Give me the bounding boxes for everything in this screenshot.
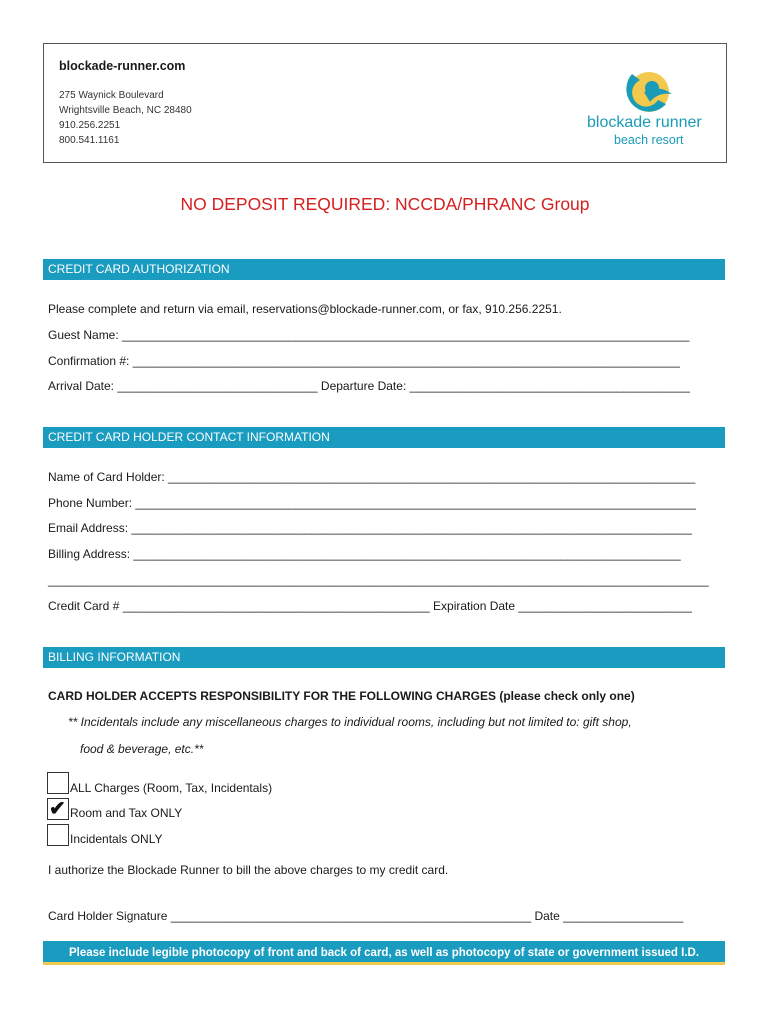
billing-address-field[interactable]: Billing Address: __________________________________________________________________________________ (48, 547, 681, 561)
billing-address-line-2[interactable]: ___________________________________________________________________________________________________ (48, 573, 709, 587)
signature-date-fields[interactable]: Card Holder Signature ______________________________________________________ Date __________________ (48, 909, 684, 923)
footer-notice: Please include legible photocopy of front and back of card, as well as photocopy of state or government issued I.D. (43, 941, 725, 965)
logo-text-secondary: beach resort (614, 133, 684, 147)
checkbox-incidentals[interactable] (47, 824, 69, 846)
authorization-intro: Please complete and return via email, reservations@blockade-runner.com, or fax, 910.256.2251. (48, 302, 562, 316)
credit-card-expiration-fields[interactable]: Credit Card # ______________________________________________ Expiration Date __________________________ (48, 599, 692, 613)
authorization-statement: I authorize the Blockade Runner to bill the above charges to my credit card. (48, 863, 449, 877)
section-heading-authorization: CREDIT CARD AUTHORIZATION (43, 259, 725, 280)
section-heading-contact: CREDIT CARD HOLDER CONTACT INFORMATION (43, 427, 725, 448)
logo-text-primary: blockade runner (587, 114, 702, 131)
confirmation-field[interactable]: Confirmation #: __________________________________________________________________________________ (48, 354, 680, 368)
phone-2: 800.541.1161 (59, 135, 120, 146)
option-label-all-charges: ALL Charges (Room, Tax, Incidentals) (70, 781, 273, 795)
header-box (43, 43, 727, 163)
card-holder-name-field[interactable]: Name of Card Holder: _______________________________________________________________________________ (48, 470, 696, 484)
address-line-2: Wrightsville Beach, NC 28480 (59, 105, 192, 116)
responsibility-statement: CARD HOLDER ACCEPTS RESPONSIBILITY FOR THE FOLLOWING CHARGES (please check only one) (48, 689, 635, 703)
checkbox-all-charges[interactable] (47, 772, 69, 794)
guest-name-field[interactable]: Guest Name: _____________________________________________________________________________________ (48, 328, 690, 342)
checkmark-icon: ✔ (49, 798, 66, 820)
site-url[interactable]: blockade-runner.com (59, 59, 186, 73)
address-line-1: 275 Waynick Boulevard (59, 90, 164, 101)
arrival-departure-fields[interactable]: Arrival Date: ______________________________ Departure Date: __________________________________________ (48, 379, 690, 393)
incidentals-note-line-1: ** Incidentals include any miscellaneous charges to individual rooms, including but not limited to: gift shop, (68, 715, 632, 729)
email-address-field[interactable]: Email Address: ____________________________________________________________________________________ (48, 521, 692, 535)
phone-number-field[interactable]: Phone Number: ____________________________________________________________________________________ (48, 496, 696, 510)
page-title: NO DEPOSIT REQUIRED: NCCDA/PHRANC Group (180, 194, 590, 214)
phone-1: 910.256.2251 (59, 120, 121, 131)
option-label-incidentals: Incidentals ONLY (70, 832, 163, 846)
incidentals-note-line-2: food & beverage, etc.** (80, 742, 204, 756)
section-heading-billing: BILLING INFORMATION (43, 647, 725, 668)
option-label-room-and-tax: Room and Tax ONLY (70, 806, 183, 820)
